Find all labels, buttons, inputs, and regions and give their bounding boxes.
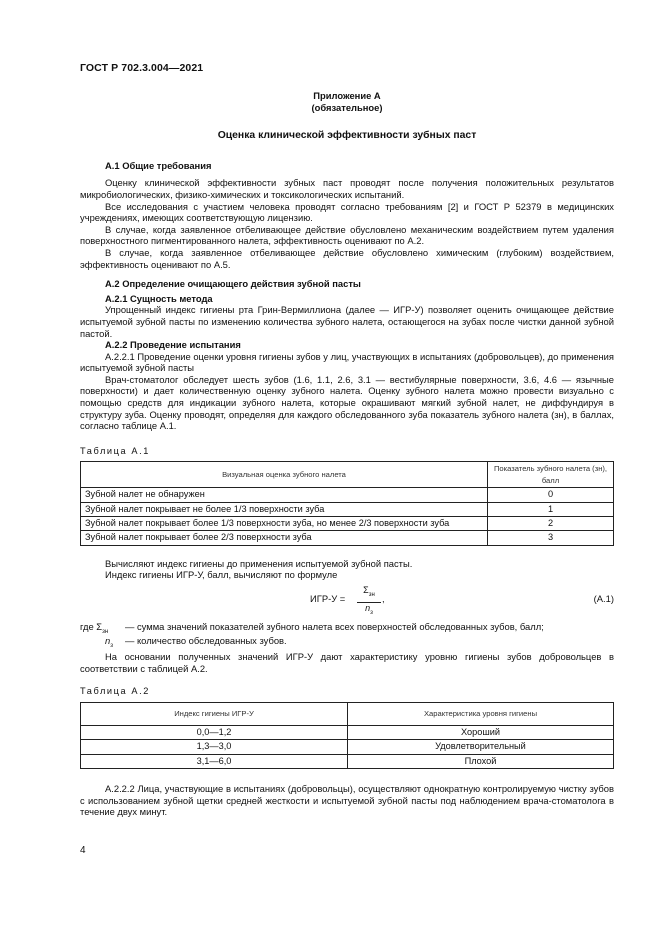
formula-lhs: ИГР-У =	[310, 593, 346, 605]
section-a2-2-paragraph-1: А.2.2.1 Проведение оценки уровня гигиены зубов у лиц, участвующих в испытаниях (добровольцев), до применения испытуемой зубной пасты	[80, 350, 614, 374]
section-a2-1-heading: А.2.1 Сущность метода	[105, 292, 213, 304]
table-a2-level-cell: Хороший	[348, 725, 614, 739]
table-a1-desc-cell: Зубной налет покрывает не более 1/3 поверхности зуба	[81, 502, 488, 516]
page-content	[80, 90, 614, 818]
document-code: ГОСТ Р 702.3.004—2021	[80, 62, 204, 74]
sum-subscript: зн	[368, 591, 375, 598]
where-line-1	[80, 621, 614, 633]
table-a2-caption: Таблица А.2	[80, 686, 150, 697]
table-a2-range-cell: 0,0—1,2	[81, 725, 348, 739]
section-a1-paragraph-4: В случае, когда заявленное отбеливающее действие обусловлено химическим (глубоким) воздействием, эффективность оценивают по А.5.	[80, 246, 614, 270]
appendix-status: (обязательное)	[311, 101, 383, 113]
where-definition-1: — сумма значений показателей зубного налета всех поверхностей обследованных зубов, балл;	[125, 621, 544, 633]
table-a1-score-cell: 3	[488, 531, 614, 545]
where-line-2	[80, 635, 614, 647]
where-count-symbol: n	[105, 635, 111, 647]
section-a2-2-heading: А.2.2 Проведение испытания	[105, 339, 241, 351]
table-row	[81, 517, 614, 531]
table-row	[81, 488, 614, 502]
where-sum-symbol: Σ	[96, 621, 103, 633]
where-definition-2: — количество обследованных зубов.	[125, 635, 287, 647]
formula-denominator	[357, 603, 381, 619]
table-a1-col1-header: Визуальная оценка зубного налета	[81, 462, 488, 488]
final-paragraph: А.2.2.2 Лица, участвующие в испытаниях (добровольцы), осуществляют однократную контролируемую чистку зубов с использованием зубной щетки средней жесткости и испытуемой зубной пасты под наблюдением врача-стоматолога в течение двух минут.	[80, 783, 614, 818]
section-a2-2-paragraph-2: Врач-стоматолог обследует шесть зубов (1.6, 1.1, 2.6, 3.1 — вестибулярные поверхности, 3.6, 4.6 — язычные поверхности) и дает количественную оценку зубного налета. Оценку зубного налета можно провести визуально с помощью средств для индикации зубного налета, которые окрашивают мягкий зубной налет, не диффундируя в структуру зуба. Оценку проводят, определяя для каждого обследованного зуба показатель зубного налета (зн), в баллах, согласно таблице А.1.	[80, 373, 614, 432]
formula-comma: ,	[382, 593, 385, 605]
table-a2-col1-header: Индекс гигиены ИГР-У	[81, 702, 348, 725]
where-count-subscript: з	[110, 642, 113, 649]
table-a2-col2-header: Характеристика уровня гигиены	[348, 702, 614, 725]
after-formula-paragraph: На основании полученных значений ИГР-У дают характеристику уровню гигиены зубов добровольцев в соответствии с таблицей А.2.	[80, 651, 614, 674]
count-symbol: n	[365, 603, 371, 614]
where-count-symbol-wrap	[105, 635, 113, 652]
section-a2-1-paragraph: Упрощенный индекс гигиены рта Грин-Вермиллиона (далее — ИГР-У) позволяет оценить очищающее действие испытуемой зубной пасты по изменению количества зубного налета, остающегося на зубах после чистки данной зубной пастой.	[80, 304, 614, 339]
page-number: 4	[80, 845, 86, 856]
after-table1-paragraph-2: Индекс гигиены ИГР-У, балл, вычисляют по формуле	[105, 569, 338, 581]
table-a2-level-cell: Плохой	[348, 754, 614, 768]
table-a1-desc-cell: Зубной налет покрывает более 2/3 поверхности зуба	[81, 531, 488, 545]
table-a2-header-row	[81, 702, 614, 725]
table-a2-range-cell: 3,1—6,0	[81, 754, 348, 768]
where-sum-subscript: зн	[102, 628, 109, 635]
table-a2	[80, 702, 614, 769]
table-row	[81, 531, 614, 545]
where-prefix: где	[80, 621, 94, 633]
table-a1-score-cell: 0	[488, 488, 614, 502]
table-a1-score-cell: 2	[488, 517, 614, 531]
section-a2-heading: А.2 Определение очищающего действия зубной пасты	[105, 278, 361, 290]
section-a1-heading: А.1 Общие требования	[105, 159, 212, 171]
table-row	[81, 502, 614, 516]
table-a1	[80, 461, 614, 545]
table-row	[81, 725, 614, 739]
table-a2-level-cell: Удовлетворительный	[348, 740, 614, 754]
table-a1-caption: Таблица А.1	[80, 445, 150, 456]
appendix-title: Приложение А	[313, 90, 381, 101]
section-a1-paragraph-2: Все исследования с участием человека проводят согласно требованиям [2] и ГОСТ Р 52379 в медицинских учреждениях, имеющих соответствующую лицензию.	[80, 200, 614, 224]
section-a1-paragraph-3: В случае, когда заявленное отбеливающее действие обусловлено механическим воздействием путем удаления поверхностного пигментированного налета, эффективность оценивают по А.2.	[80, 223, 614, 247]
table-a1-header-row	[81, 462, 614, 488]
formula-numerator	[357, 585, 381, 603]
table-a2-range-cell: 1,3—3,0	[81, 740, 348, 754]
table-row	[81, 754, 614, 768]
formula-fraction	[357, 585, 381, 620]
section-a1-paragraph-1: Оценку клинической эффективности зубных паст проводят после получения положительных результатов микробиологических, физико-химических и токсикологических испытаний.	[80, 177, 614, 200]
table-a1-desc-cell: Зубной налет не обнаружен	[81, 488, 488, 502]
sum-symbol: Σ	[363, 585, 369, 596]
after-table1-paragraph-1: Вычисляют индекс гигиены до применения испытуемой зубной пасты.	[105, 557, 413, 569]
table-a1-col2-header: Показатель зубного налета (зн), балл	[488, 462, 614, 488]
table-a1-desc-cell: Зубной налет покрывает более 1/3 поверхности зуба, но менее 2/3 поверхности зуба	[81, 517, 488, 531]
formula-a1	[80, 581, 614, 617]
table-a1-score-cell: 1	[488, 502, 614, 516]
count-subscript: з	[370, 610, 373, 617]
formula-number: (А.1)	[593, 593, 614, 605]
table-row	[81, 740, 614, 754]
appendix-heading: Оценка клинической эффективности зубных паст	[217, 130, 477, 142]
